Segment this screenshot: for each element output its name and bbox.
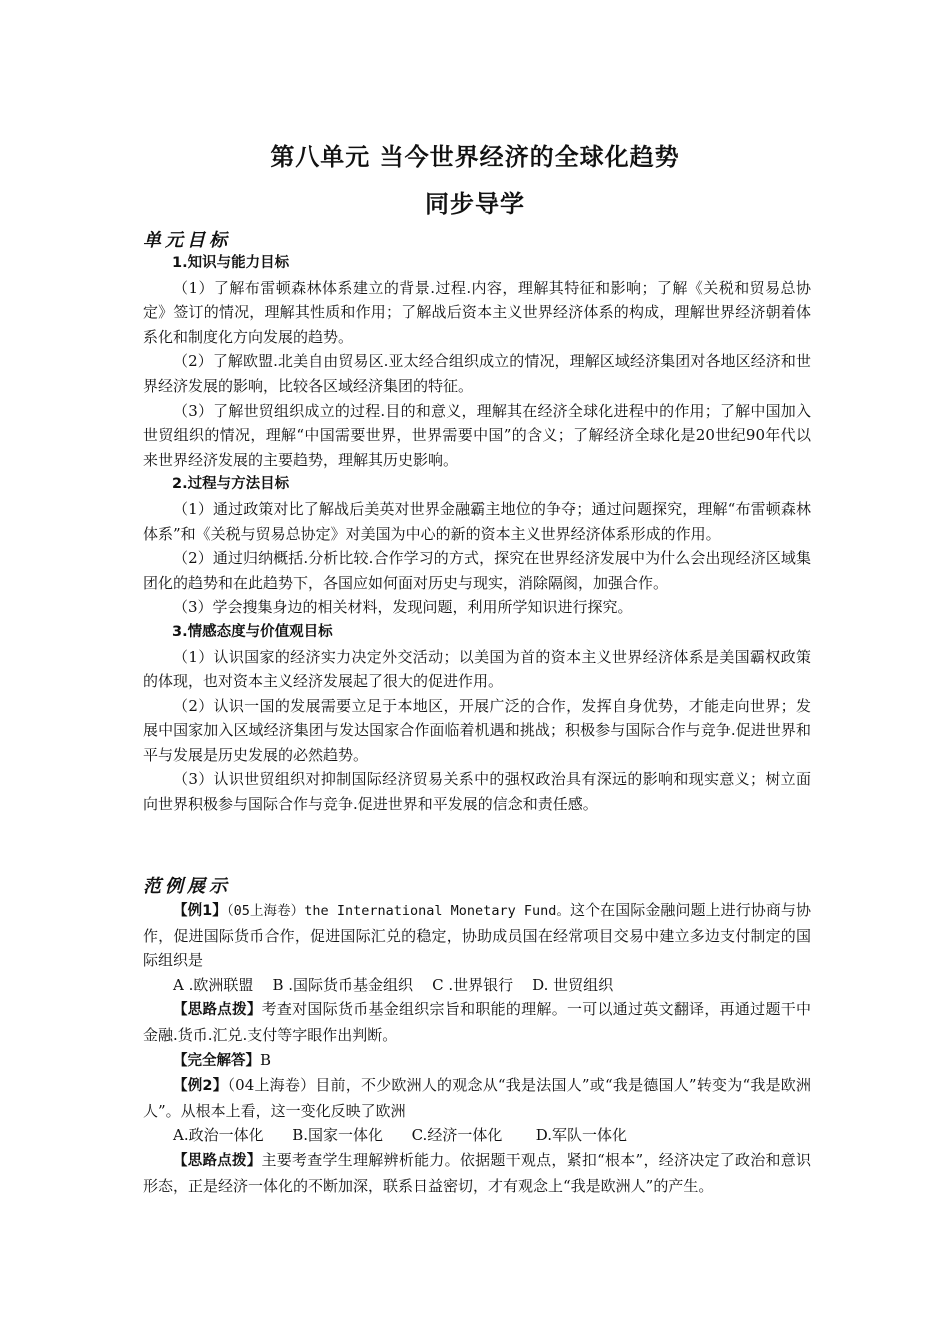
example-2-hint-text: 主要考查学生理解辨析能力。依据题干观点，紧扣“根本”，经济决定了政治和意识形态，正是经济一体化的不断加深，联系日益密切，才有观念上“我是欧洲人”的产生。: [143, 1150, 812, 1195]
example-1-answer: [143, 1048, 811, 1074]
example-1-hint-label: 【思路点拨】: [173, 1002, 262, 1019]
example-2-text: （04上海卷）目前，不少欧洲人的观念从“我是法国人”或“我是德国人”转变为“我是欧洲人”。从根本上看，这一变化反映了欧洲: [143, 1076, 811, 1120]
section-heading-examples: 范例展示: [143, 876, 231, 897]
paragraph: （1）认识国家的经济实力决定外交活动；以美国为首的资本主义世界经济体系是美国霸权政策的体现，也对资本主义经济发展起了很大的促进作用。: [143, 647, 811, 691]
paragraph: （2）通过归纳概括.分析比较.合作学习的方式，探究在世界经济发展中为什么会出现经济区域集团化的趋势和在此趋势下，各国应如何面对历史与现实，消除隔阂，加强合作。: [143, 549, 811, 592]
example-1-source: （05上海卷）the International Monetary Fund。: [226, 903, 571, 919]
example-1-label: 【例1】: [173, 903, 227, 919]
example-1-options: A .欧洲联盟 B .国际货币基金组织 C .世界银行 D. 世贸组织: [173, 975, 614, 994]
paragraph: （2）认识一国的发展需要立足于本地区，开展广泛的合作，发挥自身优势，才能走向世界；发展中国家加入区域经济集团与发达国家合作面临着机遇和挑战；积极参与国际合作与竞争.促进世界和平与发展是历史发展的必然趋势。: [143, 696, 811, 764]
document-subtitle: 同步导学: [425, 190, 525, 218]
example-2-options: A.政治一体化 B.国家一体化 C.经济一体化 D.军队一体化: [173, 1126, 627, 1145]
examples-body: [143, 898, 811, 1198]
example-1-text: 这个在国际金融问题上进行协商与协作，促进国际货币合作，促进国际汇兑的稳定，协助成员国在经常项目交易中建立多边支付制定的国际组织是: [143, 901, 811, 970]
section-heading-objectives: 单元目标: [143, 230, 231, 251]
example-2-question: [143, 1073, 811, 1123]
paragraph: （2）了解欧盟.北美自由贸易区.亚太经合组织成立的情况，理解区域经济集团对各地区经济和世界经济发展的影响，比较各区域经济集团的特征。: [143, 352, 811, 395]
subsection-title: 1.知识与能力目标: [172, 255, 290, 271]
subsection-title: 3.情感态度与价值观目标: [172, 623, 333, 640]
paragraph: （3）认识世贸组织对抑制国际经济贸易关系中的强权政治具有深远的影响和现实意义；树立面向世界积极参与国际合作与竞争.促进世界和平发展的信念和责任感。: [143, 770, 811, 814]
example-1-hint-text: 考查对国际货币基金组织宗旨和职能的理解。一可以通过英文翻译，再通过题干中金融.货币.汇兑.支付等字眼作出判断。: [143, 1000, 811, 1044]
example-1-hint: [143, 997, 811, 1047]
paragraph: （3）学会搜集身边的相关材料，发现问题，利用所学知识进行探究。: [173, 598, 633, 617]
example-1-answer-value: B: [260, 1050, 272, 1069]
paragraph: （3）了解世贸组织成立的过程.目的和意义，理解其在经济全球化进程中的作用；了解中国加入世贸组织的情况，理解“中国需要世界，世界需要中国”的含义；了解经济全球化是20世纪90年代以来世界经济发展的主要趋势，理解其历史影响。: [143, 401, 811, 469]
example-2-hint-label: 【思路点拨】: [173, 1152, 262, 1169]
example-1-answer-label: 【完全解答】: [173, 1052, 260, 1069]
objectives-body: [143, 251, 811, 817]
example-1-question: [143, 898, 811, 973]
paragraph: （1）了解布雷顿森林体系建立的背景.过程.内容，理解其特征和影响；了解《关税和贸易总协定》签订的情况，理解其性质和作用；了解战后资本主义世界经济体系的构成，理解世界经济朝着体系化和制度化方向发展的趋势。: [143, 278, 811, 346]
subsection-title: 2.过程与方法目标: [172, 476, 290, 493]
example-2-label: 【例2】: [173, 1078, 228, 1095]
example-2-hint: [143, 1148, 811, 1198]
paragraph: （1）通过政策对比了解战后美英对世界金融霸主地位的争夺；通过问题探究，理解“布雷顿森林体系”和《关税与贸易总协定》对美国为中心的新的资本主义世界经济体系形成的作用。: [143, 499, 811, 543]
document-title: 第八单元 当今世界经济的全球化趋势: [270, 143, 680, 171]
